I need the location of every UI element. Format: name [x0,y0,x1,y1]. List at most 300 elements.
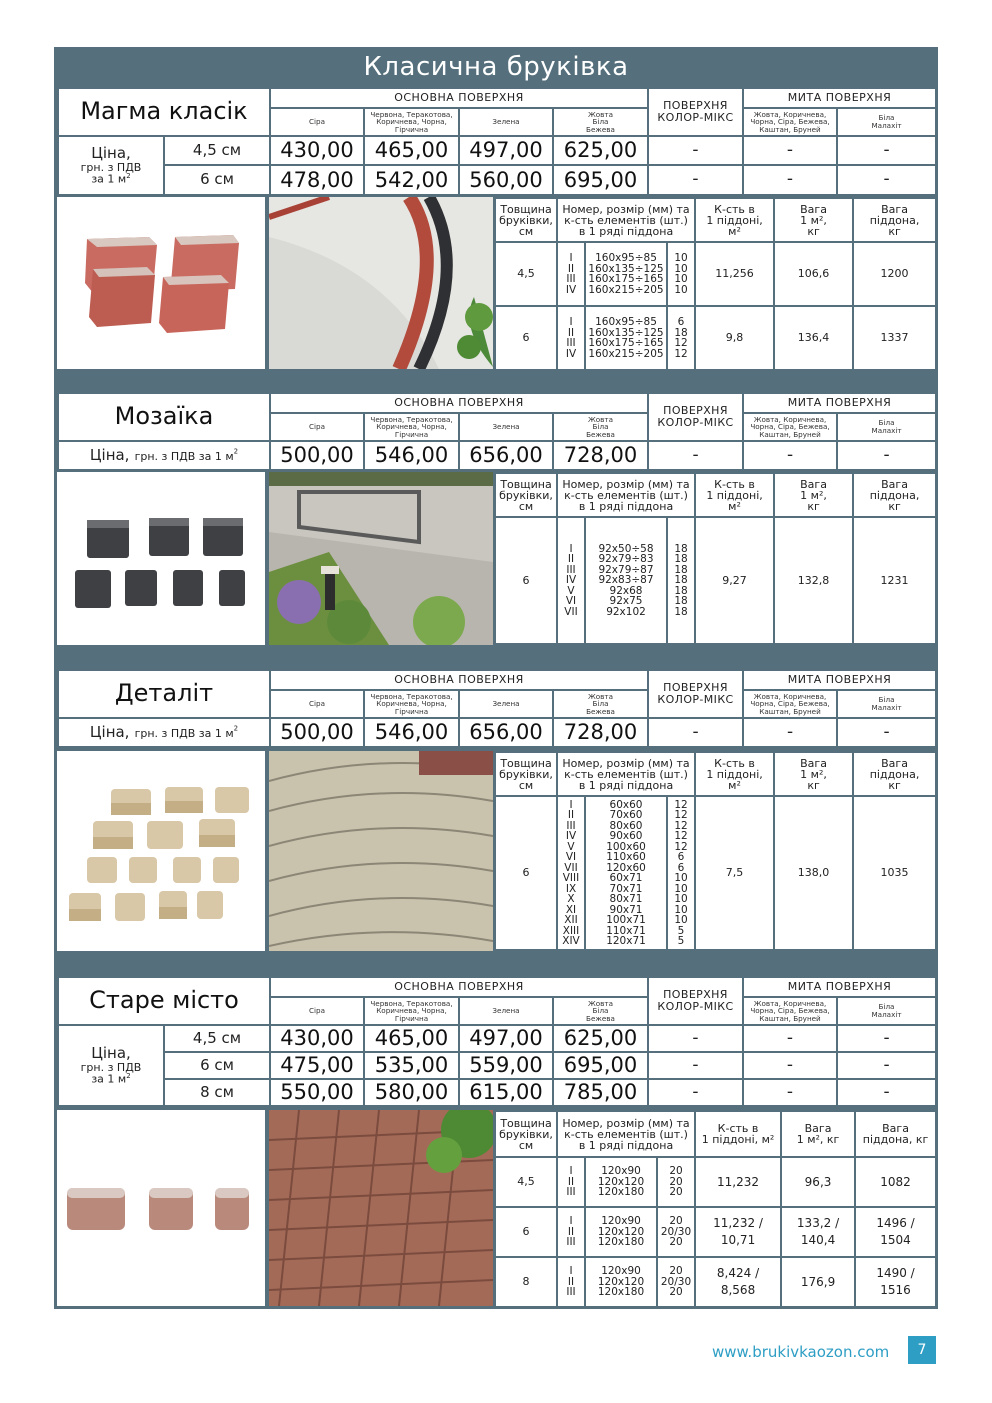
col-yellow: Жовта Біла Бежева [553,997,648,1025]
washed-surface-header: МИТА ПОВЕРХНЯ [743,393,936,413]
product-section-mozaika [57,392,935,647]
list-line: 92x68 [609,584,643,597]
product-image [57,472,265,645]
spec-weight-m2: 132,8 [774,517,853,644]
col-gray: Сіра [270,997,364,1025]
qty-header: К-сть в 1 піддоні, м² [695,198,774,242]
price-cell: 430,00 [270,1025,364,1052]
list-line: 120x120 [597,1225,645,1238]
qty-header: К-сть в 1 піддоні, м² [695,473,774,517]
list-line: 160x175÷165 [588,273,664,285]
col-green: Зелена [459,997,553,1025]
thickness-header: Товщина бруківки, см [495,752,557,796]
price-cell: - [648,1079,743,1106]
product-name: Мозаїка [58,393,270,441]
value-line: 96,3 [804,1174,832,1189]
weight-m2-header: Вага 1 м², кг [781,1111,855,1157]
list-line: 110x71 [606,924,646,937]
list-line: I [569,542,573,555]
list-line: 120x90 [601,1265,641,1278]
list-line: 18 [674,326,688,339]
spec-weight-m2: 136,4 [774,306,853,370]
list-line: 18 [674,563,688,576]
list-line: 10 [674,262,688,275]
list-line: 92x79÷83 [598,553,654,566]
list-line: II [567,553,575,566]
number-size-header: Номер, розмір (мм) та к-сть елементів (шт.) в 1 ряді піддона [557,473,695,517]
spec-thickness: 4,5 [495,242,557,306]
col-yellow: Жовта Біла Бежева [553,108,648,136]
page-title: Класична бруківка [363,52,629,82]
col-green: Зелена [459,690,553,718]
spec-sizes [585,306,667,370]
price-label: Ціна, грн. з ПДВ за 1 $м^2$ [58,1025,164,1106]
list-line: 18 [674,605,688,618]
list-line: 20/30 [660,1225,692,1238]
value-line: 8,424 / [716,1266,760,1281]
list-line: III [566,1186,576,1199]
price-cell: - [837,1052,936,1079]
list-line: 18 [674,595,688,608]
value-line: 11,232 / [713,1216,763,1231]
price-cell: - [648,1052,743,1079]
product-photo [269,751,493,951]
list-line: IV [565,283,577,296]
list-line: 92x102 [606,605,646,618]
spec-sizes [585,242,667,306]
thickness-header: Товщина бруківки, см [495,1111,557,1157]
spec-numbers [557,1157,585,1207]
spec-sizes [585,1207,657,1257]
list-line: XI [565,903,577,916]
col-washed-a: Жовта, Коричнева, Чорна, Сіра, Бежева, Каштан, Бруней [743,413,837,441]
list-line: II [567,262,575,275]
price-cell: 625,00 [553,1025,648,1052]
list-line: III [566,337,576,349]
list-line: 110x60 [606,851,646,863]
spec-qty: 7,5 [695,796,774,950]
spec-counts [657,1257,695,1307]
list-line: I [569,1265,573,1278]
spec-sizes [585,517,667,644]
price-cell: 500,00 [270,441,364,470]
list-line: 10 [674,283,688,296]
list-line: III [566,1286,576,1299]
price-cell: 478,00 [270,165,364,195]
list-line: 90x60 [609,830,643,842]
list-line: II [567,1225,575,1238]
list-line: III [566,819,576,832]
list-line: 60x71 [609,872,643,884]
list-line: 12 [674,840,688,853]
spec-numbers [557,306,585,370]
spec-thickness: 6 [495,306,557,370]
spec-sizes [585,1157,657,1207]
spec-counts [657,1207,695,1257]
list-line: 6 [677,851,685,863]
product-section-detalit [57,669,935,954]
list-line: 12 [674,809,688,821]
spec-numbers [557,1207,585,1257]
list-line: 12 [674,798,688,811]
list-line: 20 [669,1186,683,1199]
spec-counts [657,1157,695,1207]
product-photo [269,472,493,645]
col-red: Червона, Теракотова, Коричнева, Чорна, Гірчична [364,997,459,1025]
spec-thickness: 6 [495,796,557,950]
spec-sizes [585,796,667,950]
list-line: 20 [669,1265,683,1278]
price-cell: - [743,1052,837,1079]
product-photo [269,197,493,369]
price-cell: - [837,136,936,165]
washed-surface-header: МИТА ПОВЕРХНЯ [743,88,936,108]
list-line: 160x135÷125 [588,326,664,339]
list-line: VI [565,595,577,608]
price-cell: 785,00 [553,1079,648,1106]
spec-qty: 9,27 [695,517,774,644]
weight-pallet-header: Вага піддона, кг [855,1111,936,1157]
spec-sizes [585,1257,657,1307]
col-yellow: Жовта Біла Бежева [553,690,648,718]
price-label: Ціна, грн. з ПДВ за 1 $м^2$ [58,441,270,470]
spec-qty [695,1207,781,1257]
price-cell: 656,00 [459,441,553,470]
thickness-label: 6 см [164,165,270,195]
list-line: 20/30 [660,1275,692,1288]
list-line: 10 [674,914,688,926]
spec-weight-m2 [781,1207,855,1257]
website-link[interactable]: www.brukivkaozon.com [712,1343,890,1361]
spec-thickness: 8 [495,1257,557,1307]
list-line: I [569,1215,573,1228]
spec-table [494,1110,937,1308]
main-surface-header: ОСНОВНА ПОВЕРХНЯ [270,88,648,108]
list-line: 18 [674,542,688,555]
price-cell: 580,00 [364,1079,459,1106]
col-yellow: Жовта Біла Бежева [553,413,648,441]
product-photo [269,1110,493,1306]
col-red: Червона, Теракотова, Коричнева, Чорна, Гірчична [364,413,459,441]
price-cell: - [648,441,743,470]
page-number: 7 [908,1336,936,1364]
thickness-header: Товщина бруківки, см [495,473,557,517]
spec-numbers [557,796,585,950]
price-table [57,392,937,471]
thickness-label: 4,5 см [164,136,270,165]
list-line: 92x50÷58 [598,542,654,555]
list-line: 10 [674,903,688,916]
spec-counts [667,517,695,644]
spec-weight-pallet [855,1257,936,1307]
col-washed-b: Біла Малахіт [837,108,936,136]
list-line: 12 [674,830,688,842]
value-line: 133,2 / [796,1216,840,1231]
product-detail-row [57,751,935,951]
list-line: 20 [669,1286,683,1299]
spec-weight-pallet: 1231 [853,517,936,644]
list-line: 160x135÷125 [588,262,664,275]
price-cell: - [648,1025,743,1052]
color-mix-header: ПОВЕРХНЯ КОЛОР-МІКС [648,670,743,718]
list-line: 20 [669,1215,683,1228]
price-cell: - [743,1079,837,1106]
catalog-frame [54,47,938,1309]
list-line: 70x71 [609,882,643,895]
price-cell: 625,00 [553,136,648,165]
spec-qty: 9,8 [695,306,774,370]
spec-weight-pallet [855,1207,936,1257]
price-cell: 500,00 [270,718,364,747]
list-line: 160x215÷205 [588,347,664,360]
washed-surface-header: МИТА ПОВЕРХНЯ [743,670,936,690]
list-line: 92x79÷87 [598,563,654,576]
list-line: 10 [674,273,688,285]
list-line: 60x60 [609,798,643,811]
color-mix-header: ПОВЕРХНЯ КОЛОР-МІКС [648,393,743,441]
list-line: 120x180 [597,1236,645,1249]
col-gray: Сіра [270,690,364,718]
weight-m2-header: Вага 1 м², кг [774,752,853,796]
col-washed-b: Біла Малахіт [837,413,936,441]
price-cell: 695,00 [553,165,648,195]
list-line: IV [565,347,577,360]
number-size-header: Номер, розмір (мм) та к-сть елементів (шт.) в 1 ряді піддона [557,1111,695,1157]
spec-thickness: 6 [495,1207,557,1257]
list-line: VI [565,851,577,863]
price-cell: - [837,1079,936,1106]
list-line: 12 [674,337,688,349]
list-line: 20 [669,1175,683,1188]
list-line: V [567,840,575,853]
list-line: IV [565,830,577,842]
spec-weight-m2 [781,1257,855,1307]
list-line: 5 [677,924,685,937]
list-line: 160x95÷85 [595,252,657,264]
spec-weight-pallet: 1035 [853,796,936,950]
spec-table [494,751,937,951]
list-line: 70x60 [609,809,643,821]
list-line: 92x83÷87 [598,574,654,587]
list-line: 120x90 [601,1215,641,1228]
price-table [57,669,937,748]
spec-counts [667,796,695,950]
col-green: Зелена [459,108,553,136]
list-line: XII [564,914,578,926]
price-cell: 546,00 [364,718,459,747]
value-line: 8,568 [720,1283,756,1297]
list-line: III [566,273,576,285]
product-detail-row [57,1110,935,1306]
product-image [57,197,265,369]
product-detail-row [57,197,935,369]
list-line: I [569,798,573,811]
spec-numbers [557,242,585,306]
list-line: 6 [677,316,685,328]
price-cell: - [743,441,837,470]
product-name: Старе місто [58,977,270,1025]
price-cell: 465,00 [364,136,459,165]
price-cell: 615,00 [459,1079,553,1106]
spec-counts [667,306,695,370]
list-line: 120x71 [606,935,646,947]
price-cell: - [743,165,837,195]
price-cell: 728,00 [553,441,648,470]
value-line: 10,71 [720,1233,756,1247]
spec-thickness: 4,5 [495,1157,557,1207]
list-line: 10 [674,252,688,264]
washed-surface-header: МИТА ПОВЕРХНЯ [743,977,936,997]
value-line: 1496 / [876,1216,915,1231]
list-line: 120x60 [606,861,646,874]
spec-qty [695,1157,781,1207]
list-line: 100x60 [606,840,646,853]
price-cell: - [648,165,743,195]
list-line: 120x120 [597,1175,645,1188]
list-line: VIII [562,872,580,884]
price-cell: 430,00 [270,136,364,165]
price-cell: - [648,136,743,165]
list-line: 6 [677,861,685,874]
spec-numbers [557,1257,585,1307]
value-line: 11,232 [717,1174,760,1189]
spec-counts [667,242,695,306]
list-line: 80x60 [609,819,643,832]
col-washed-a: Жовта, Коричнева, Чорна, Сіра, Бежева, Каштан, Бруней [743,108,837,136]
spec-qty [695,1257,781,1307]
price-cell: - [837,1025,936,1052]
product-detail-row [57,472,935,645]
spec-weight-pallet: 1200 [853,242,936,306]
price-cell: - [743,136,837,165]
color-mix-header: ПОВЕРХНЯ КОЛОР-МІКС [648,977,743,1025]
main-surface-header: ОСНОВНА ПОВЕРХНЯ [270,393,648,413]
list-line: XIII [562,924,580,937]
price-cell: 542,00 [364,165,459,195]
price-cell: 695,00 [553,1052,648,1079]
list-line: 20 [669,1165,683,1178]
list-line: 120x120 [597,1275,645,1288]
price-cell: - [837,718,936,747]
spec-table [494,472,937,645]
weight-m2-header: Вага 1 м², кг [774,198,853,242]
list-line: I [569,1165,573,1178]
value-line: 140,4 [800,1233,836,1247]
list-line: 160x215÷205 [588,283,664,296]
list-line: IX [565,882,577,895]
spec-weight-m2: 138,0 [774,796,853,950]
list-line: IV [565,574,577,587]
price-cell: 550,00 [270,1079,364,1106]
price-cell: 546,00 [364,441,459,470]
thickness-label: 8 см [164,1079,270,1106]
price-cell: 535,00 [364,1052,459,1079]
value-line: 176,9 [800,1274,836,1289]
col-washed-b: Біла Малахіт [837,997,936,1025]
product-name: Магма класік [58,88,270,136]
list-line: 10 [674,882,688,895]
list-line: 18 [674,584,688,597]
thickness-label: 4,5 см [164,1025,270,1052]
list-line: 90x71 [609,903,643,916]
qty-header: К-сть в 1 піддоні, м² [695,752,774,796]
spec-qty: 11,256 [695,242,774,306]
product-name: Деталіт [58,670,270,718]
value-line: 1504 [880,1233,911,1247]
price-cell: 656,00 [459,718,553,747]
product-section-stare-misto [57,976,935,1306]
col-gray: Сіра [270,413,364,441]
list-line: 160x175÷165 [588,337,664,349]
price-cell: 497,00 [459,136,553,165]
list-line: 10 [674,872,688,884]
value-line: 1516 [880,1283,911,1297]
list-line: 120x90 [601,1165,641,1178]
thickness-label: 6 см [164,1052,270,1079]
list-line: 18 [674,574,688,587]
weight-pallet-header: Вага піддона, кг [853,473,936,517]
price-cell: - [743,1025,837,1052]
price-cell: - [837,165,936,195]
price-cell: 465,00 [364,1025,459,1052]
col-washed-a: Жовта, Коричнева, Чорна, Сіра, Бежева, Каштан, Бруней [743,690,837,718]
list-line: 92x75 [609,595,643,608]
value-line: 1490 / [876,1266,915,1281]
price-label: Ціна, грн. з ПДВ за 1 $м^2$ [58,718,270,747]
list-line: X [567,893,575,905]
spec-weight-pallet [855,1157,936,1207]
price-cell: 475,00 [270,1052,364,1079]
list-line: 120x180 [597,1186,645,1199]
price-cell: 728,00 [553,718,648,747]
list-line: V [567,584,575,597]
value-line: 1082 [880,1174,911,1189]
list-line: 10 [674,893,688,905]
list-line: XIV [562,935,580,947]
list-line: VII [564,605,578,618]
list-line: II [567,326,575,339]
weight-m2-header: Вага 1 м², кг [774,473,853,517]
thickness-header: Товщина бруківки, см [495,198,557,242]
list-line: II [567,809,575,821]
price-cell: - [648,718,743,747]
list-line: 12 [674,347,688,360]
product-image [57,751,265,951]
list-line: 80x71 [609,893,643,905]
number-size-header: Номер, розмір (мм) та к-сть елементів (шт.) в 1 ряді піддона [557,198,695,242]
qty-header: К-сть в 1 піддоні, м² [695,1111,781,1157]
list-line: I [569,316,573,328]
price-label: Ціна, грн. з ПДВ за 1 $м^2$ [58,136,164,195]
list-line: 18 [674,553,688,566]
col-green: Зелена [459,413,553,441]
price-cell: - [837,441,936,470]
col-gray: Сіра [270,108,364,136]
product-image [57,1110,265,1306]
list-line: III [566,1236,576,1249]
list-line: II [567,1175,575,1188]
list-line: 120x180 [597,1286,645,1299]
list-line: 160x95÷85 [595,316,657,328]
product-section-magma [57,87,935,377]
spec-weight-m2 [781,1157,855,1207]
list-line: 20 [669,1236,683,1249]
spec-weight-m2: 106,6 [774,242,853,306]
price-table [57,976,937,1107]
weight-pallet-header: Вага піддона, кг [853,198,936,242]
col-red: Червона, Теракотова, Коричнева, Чорна, Гірчична [364,690,459,718]
list-line: 100x71 [606,914,646,926]
